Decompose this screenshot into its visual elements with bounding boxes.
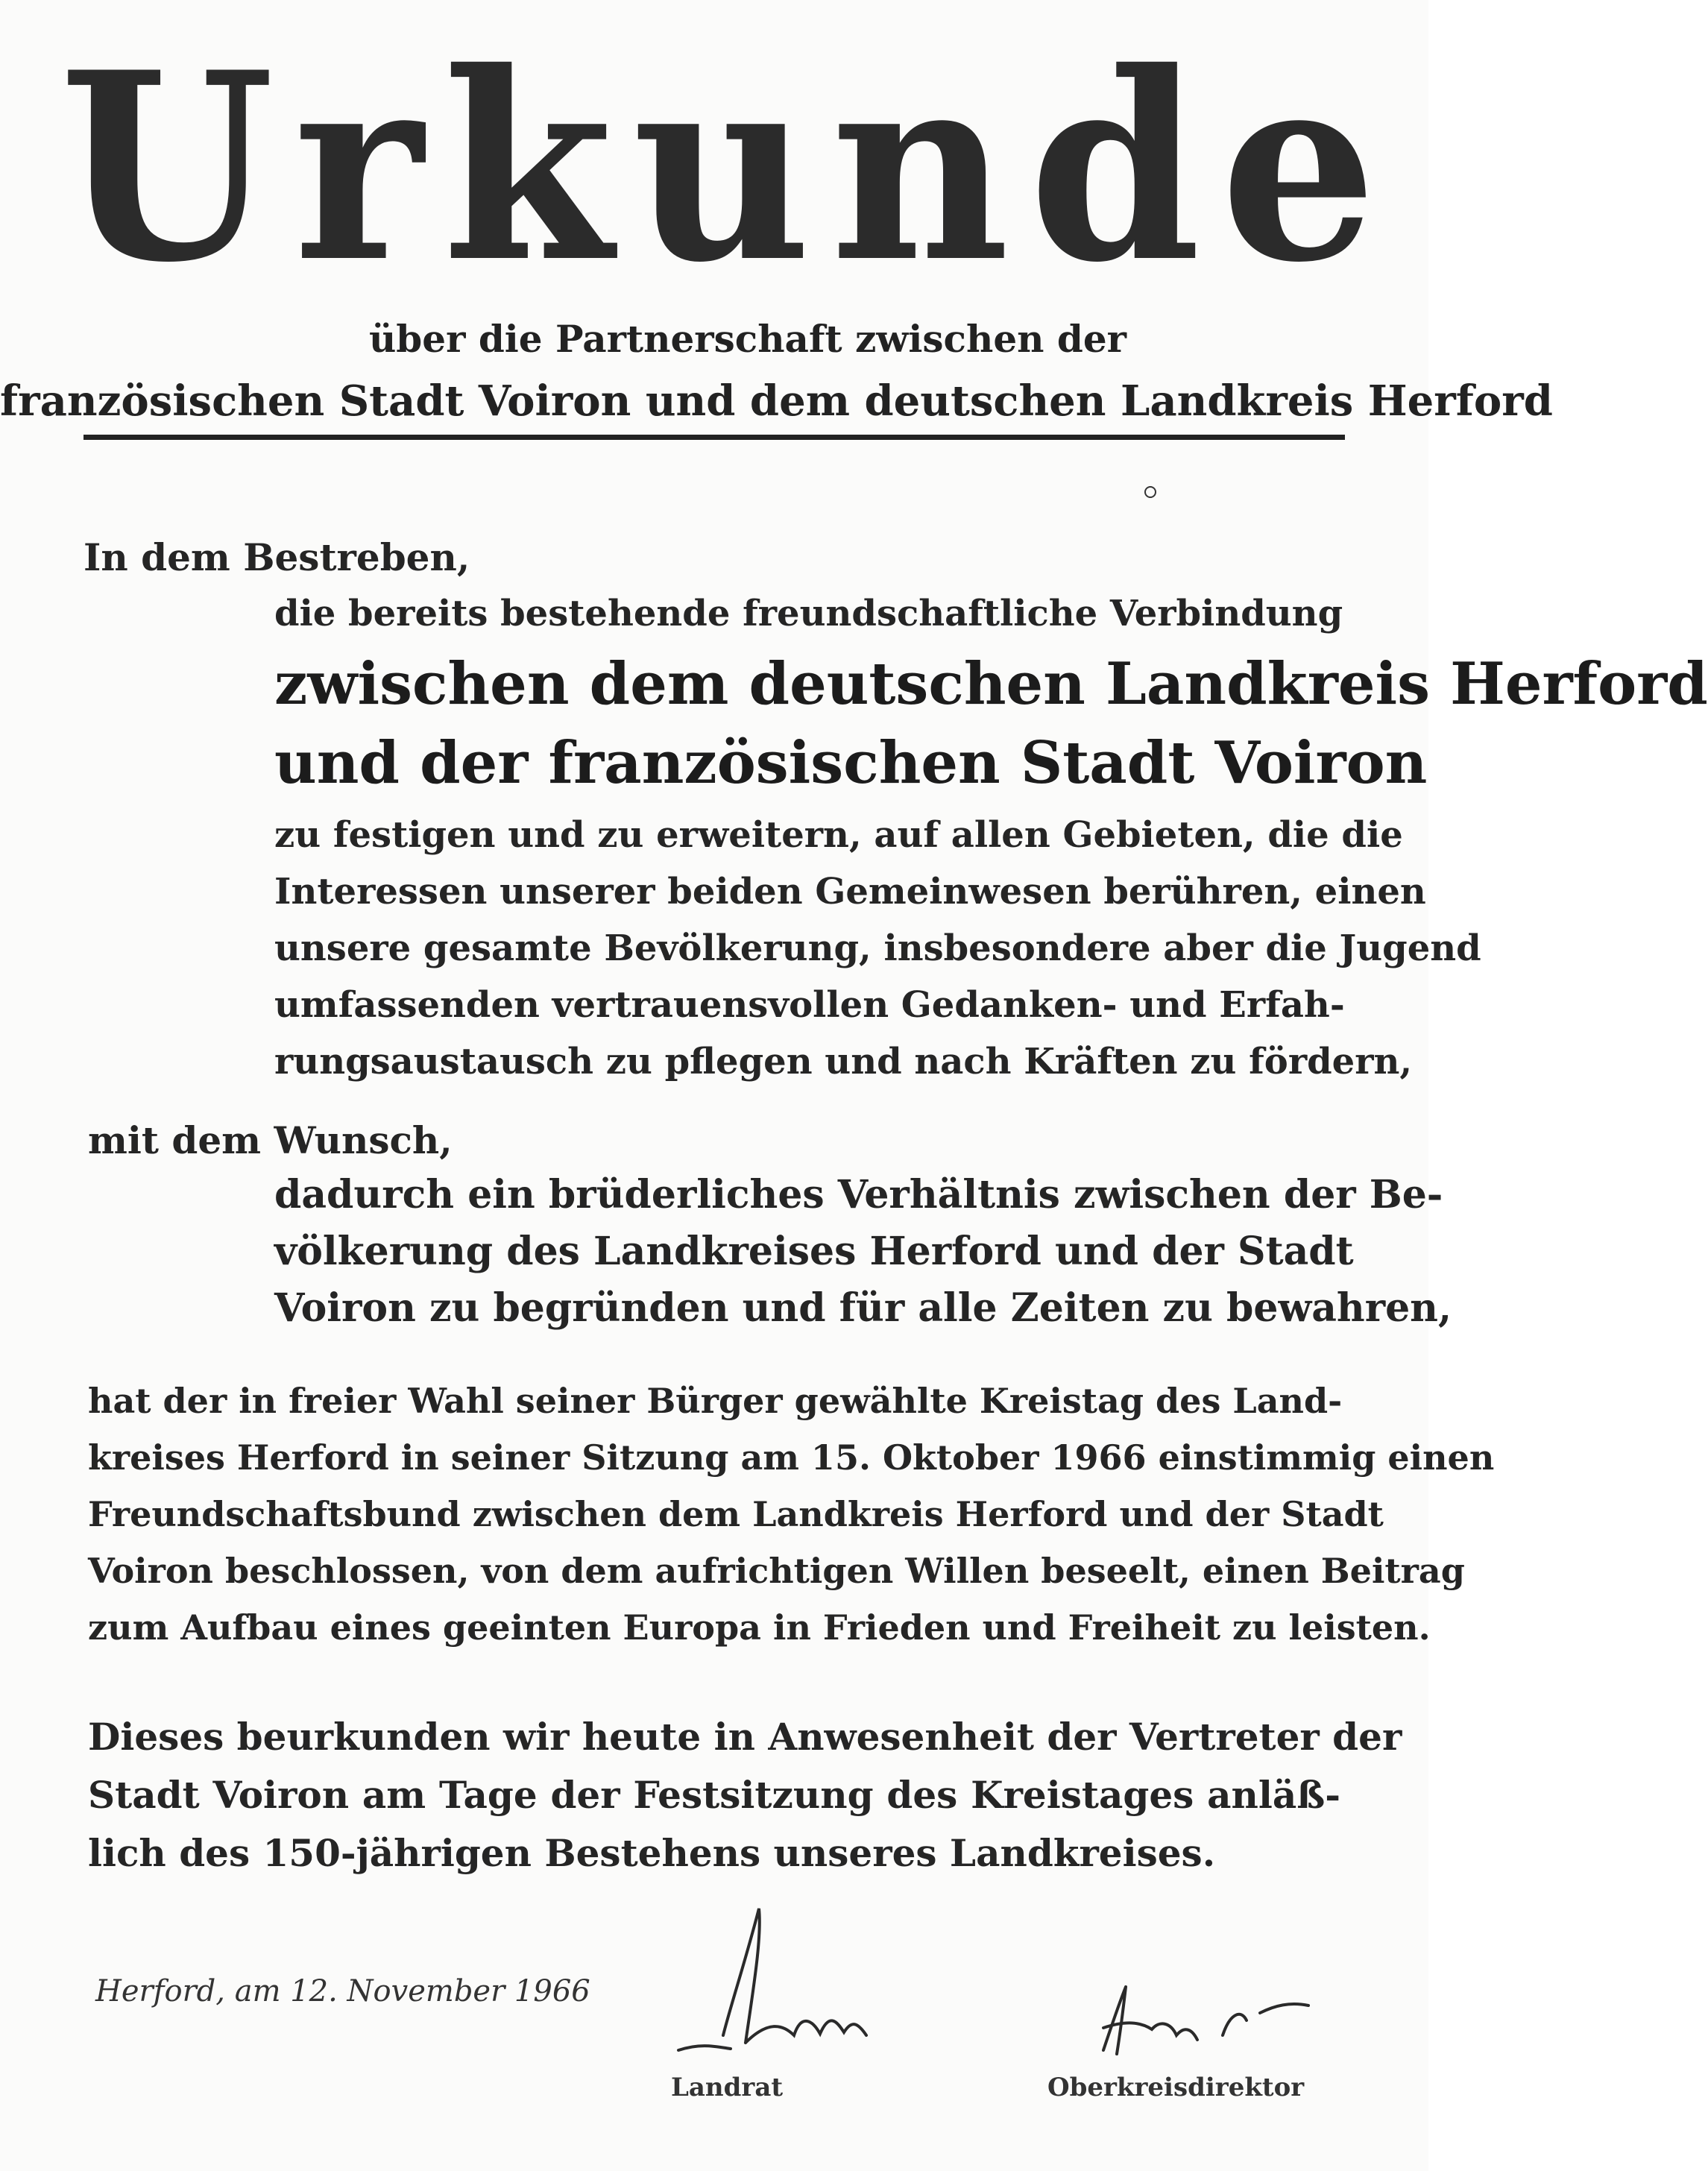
emphasis-line-1: zwischen dem deutschen Landkreis Herford: [274, 650, 1708, 718]
paragraph-2-line: dadurch ein brüderliches Verhältnis zwischen der Be-: [274, 1172, 1443, 1217]
subtitle-line-2: französischen Stadt Voiron und dem deutschen Landkreis Herford: [0, 376, 1553, 426]
paragraph-2-line: Voiron zu begründen und für alle Zeiten zu bewahren,: [274, 1285, 1452, 1331]
paragraph-3-line: hat der in freier Wahl seiner Bürger gewählte Kreistag des Land-: [88, 1381, 1343, 1421]
paragraph-1-line: die bereits bestehende freundschaftliche Verbindung: [274, 593, 1343, 634]
paragraph-4-line: lich des 150-jährigen Bestehens unseres Landkreises.: [88, 1831, 1216, 1875]
paragraph-2-line: völkerung des Landkreises Herford und der Stadt: [274, 1229, 1354, 1274]
paragraph-1-line: rungsaustausch zu pflegen und nach Kräften zu fördern,: [274, 1041, 1413, 1083]
ink-spot: [1144, 486, 1156, 498]
paragraph-3-line: kreises Herford in seiner Sitzung am 15. Oktober 1966 einstimmig einen: [88, 1437, 1495, 1478]
subtitle-line-1: über die Partnerschaft zwischen der: [368, 317, 1127, 361]
paragraph-3-line: Voiron beschlossen, von dem aufrichtigen Willen beseelt, einen Beitrag: [88, 1551, 1465, 1591]
paragraph-2-intro: mit dem Wunsch,: [88, 1118, 453, 1162]
paragraph-1-line: Interessen unserer beiden Gemeinwesen berühren, einen: [274, 871, 1426, 913]
paragraph-3-line: zum Aufbau eines geeinten Europa in Frieden und Freiheit zu leisten.: [88, 1607, 1431, 1648]
landrat-signature: [634, 1894, 887, 2073]
paragraph-1-intro: In dem Bestreben,: [83, 535, 470, 579]
oberkreisdirektor-signature: [1051, 1968, 1320, 2073]
emphasis-line-2: und der französischen Stadt Voiron: [274, 729, 1428, 797]
paragraph-4-line: Stadt Voiron am Tage der Festsitzung des Kreistages anläß-: [88, 1773, 1340, 1817]
oberkreisdirektor-title: Oberkreisdirektor: [1047, 2073, 1305, 2102]
landrat-title: Landrat: [671, 2073, 784, 2102]
paragraph-1-line: umfassenden vertrauensvollen Gedanken- und Erfah-: [274, 984, 1345, 1026]
document-title: Urkunde: [60, 15, 1396, 319]
paragraph-4-line: Dieses beurkunden wir heute in Anwesenheit der Vertreter der: [88, 1715, 1402, 1759]
place-and-date: Herford, am 12. November 1966: [95, 1974, 590, 2008]
title-divider: [83, 435, 1345, 440]
paragraph-3-line: Freundschaftsbund zwischen dem Landkreis Herford und der Stadt: [88, 1494, 1384, 1534]
paragraph-1-line: unsere gesamte Bevölkerung, insbesondere aber die Jugend: [274, 927, 1481, 969]
paragraph-1-line: zu festigen und zu erweitern, auf allen Gebieten, die die: [274, 814, 1403, 856]
